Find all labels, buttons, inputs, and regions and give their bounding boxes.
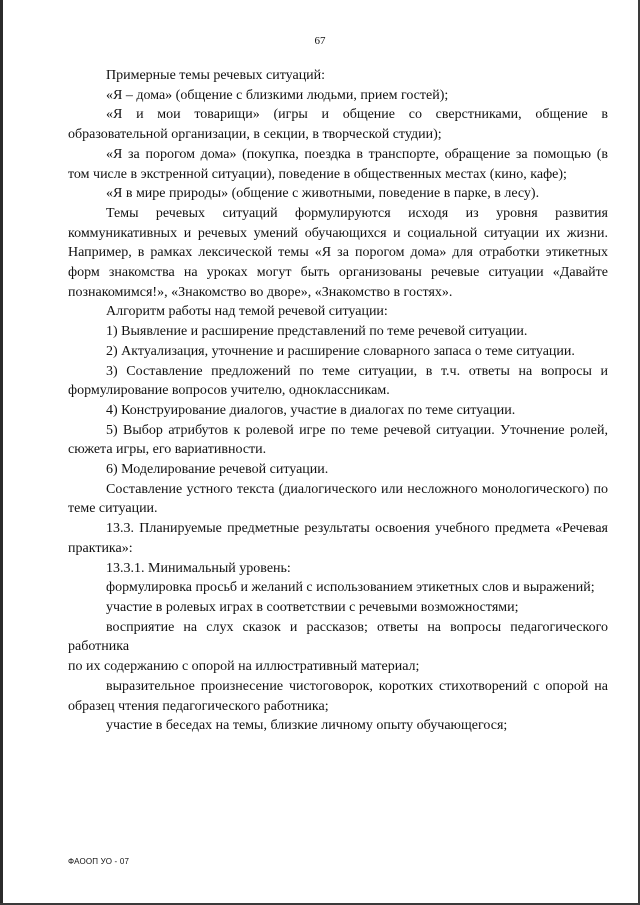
- list-item: 6) Моделирование речевой ситуации.: [106, 462, 329, 478]
- scan-left-edge: [0, 0, 3, 905]
- list-item: 5) Выбор атрибутов к ролевой игре по теме речевой ситуации. Уточнение ролей, сюжета игры, его вариативности.: [68, 422, 608, 458]
- paragraph: участие в ролевых играх в соответствии с речевыми возможностями;: [106, 599, 519, 615]
- paragraph: участие в беседах на темы, близкие личному опыту обучающегося;: [106, 718, 508, 734]
- document-body: [68, 66, 608, 736]
- paragraph: по их содержанию с опорой на иллюстративный материал;: [68, 659, 420, 675]
- paragraph: выразительное произнесение чистоговорок, коротких стихотворений с опорой на образец чтения педагогического работника;: [68, 678, 608, 714]
- list-item: 3) Составление предложений по теме ситуации, в т.ч. ответы на вопросы и формулирование вопросов учителю, одноклассникам.: [68, 363, 608, 399]
- paragraph: Примерные темы речевых ситуаций:: [106, 68, 326, 83]
- paragraph: «Я – дома» (общение с близкими людьми, прием гостей);: [106, 87, 449, 103]
- list-item: 2) Актуализация, уточнение и расширение словарного запаса о теме ситуации.: [106, 343, 575, 359]
- list-item: 4) Конструирование диалогов, участие в диалогах по теме ситуации.: [106, 402, 516, 418]
- paragraph: Составление устного текста (диалогического или несложного монологического) по теме ситуации.: [68, 481, 608, 517]
- paragraph: формулировка просьб и желаний с использованием этикетных слов и выражений;: [106, 580, 595, 596]
- paragraph: «Я за порогом дома» (покупка, поездка в транспорте, обращение за помощью (в том числе в экстренной ситуации), поведение в общественных местах (кино, кафе);: [68, 146, 608, 182]
- subsection-heading: 13.3.1. Минимальный уровень:: [106, 560, 291, 576]
- paragraph: Алгоритм работы над темой речевой ситуации:: [106, 304, 388, 320]
- paragraph: «Я и мои товарищи» (игры и общение со сверстниками, общение в образовательной организации, в секции, в творческой студии);: [68, 107, 608, 143]
- footer-label: ФАООП УО - 07: [68, 857, 130, 866]
- paragraph: восприятие на слух сказок и рассказов; ответы на вопросы педагогического работника: [68, 619, 608, 655]
- paragraph: «Я в мире природы» (общение с животными, поведение в парке, в лесу).: [106, 186, 540, 202]
- section-heading: 13.3. Планируемые предметные результаты освоения учебного предмета «Речевая практика»:: [68, 521, 608, 556]
- page-number: 67: [314, 35, 326, 47]
- list-item: 1) Выявление и расширение представлений по теме речевой ситуации.: [106, 324, 528, 340]
- paragraph: Темы речевых ситуаций формулируются исходя из уровня развития коммуникативных и речевых умений обучающихся и социальной ситуации их жизни. Например, в рамках лексической темы «Я за порогом дома» для отработки этикетных форм знакомства на уроках могут быть организованы речевые ситуации «Давайте познакомимся!», «Знакомство во дворе», «Знакомство в гостях».: [68, 205, 608, 300]
